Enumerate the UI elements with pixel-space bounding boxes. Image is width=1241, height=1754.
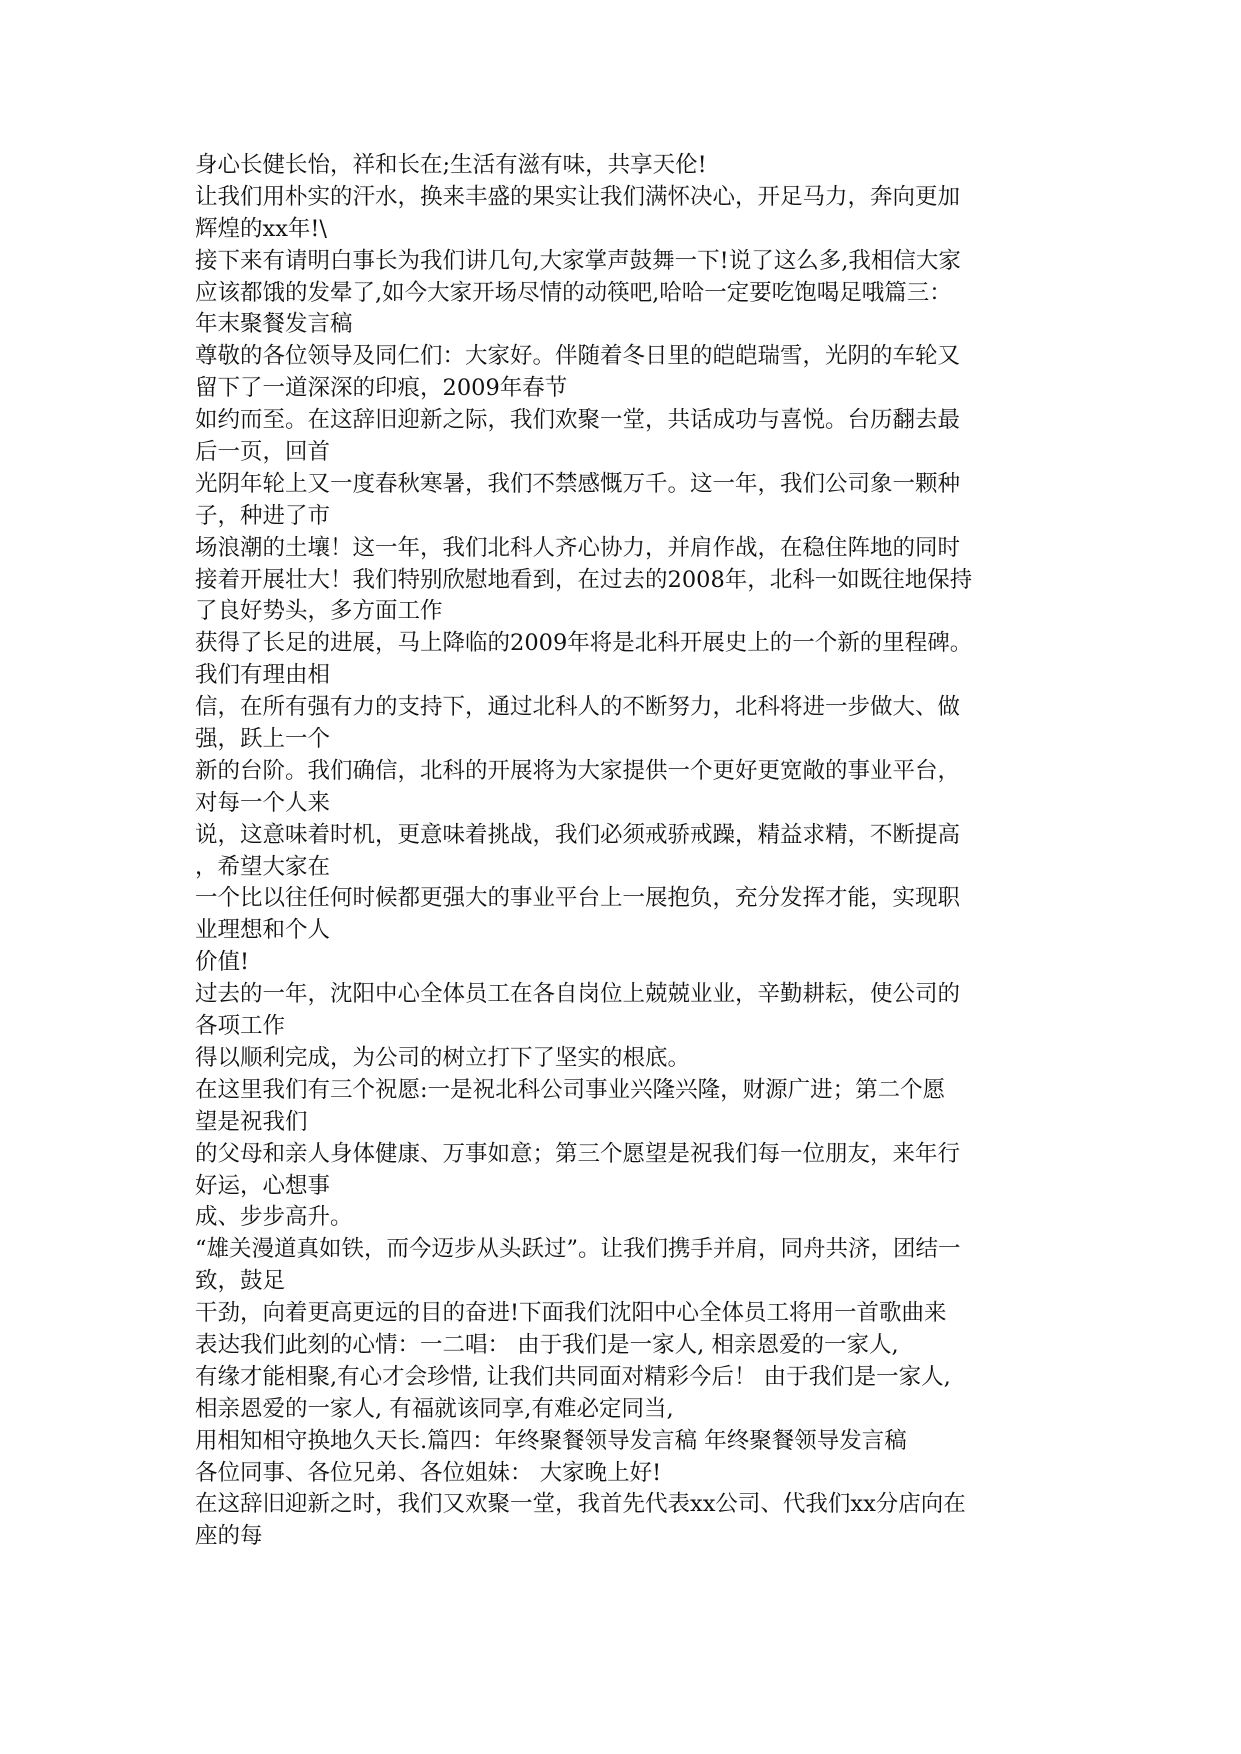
text-line: 接着开展壮大！我们特别欣慰地看到，在过去的2008年，北科一如既往地保持	[195, 566, 973, 593]
text-line: 后一页，回首	[195, 439, 331, 466]
text-line: 望是祝我们	[195, 1108, 308, 1135]
text-line: 子，种进了市	[195, 502, 331, 529]
text-line: ，希望大家在	[195, 853, 331, 880]
text-line: “雄关漫道真如铁，而今迈步从头跃过”。让我们携手并肩，同舟共济，团结一	[195, 1236, 961, 1263]
text-line: 价值!	[195, 949, 250, 976]
text-line: 应该都饿的发晕了,如今大家开场尽情的动筷吧,哈哈一定要吃饱喝足哦篇三：	[195, 279, 952, 306]
text-line: 表达我们此刻的心情：一二唱： 由于我们是一家人, 相亲恩爱的一家人,	[195, 1331, 899, 1358]
text-line: 好运，心想事	[195, 1172, 331, 1199]
text-line: 留下了一道深深的印痕，2009年春节	[195, 375, 568, 402]
text-line: 对每一个人来	[195, 789, 331, 816]
text-line: 过去的一年，沈阳中心全体员工在各自岗位上兢兢业业，辛勤耕耘，使公司的	[195, 981, 961, 1008]
text-line: 身心长健长怡，祥和长在;生活有滋有味，共享天伦!	[195, 152, 707, 178]
text-line: 各项工作	[195, 1013, 286, 1040]
text-line: 如约而至。在这辞旧迎新之际，我们欢聚一堂，共话成功与喜悦。台历翻去最	[195, 407, 961, 434]
text-line: 各位同事、各位兄弟、各位姐妹： 大家晚上好!	[195, 1459, 662, 1486]
text-line: 座的每	[195, 1523, 263, 1550]
text-line: 致，鼓足	[195, 1268, 286, 1295]
text-line: 有缘才能相聚,有心才会珍惜, 让我们共同面对精彩今后！ 由于我们是一家人,	[195, 1363, 951, 1390]
text-line: 成、步步高升。	[195, 1204, 353, 1231]
text-line: 让我们用朴实的汗水，换来丰盛的果实让我们满怀决心，开足马力，奔向更加	[195, 183, 961, 210]
text-line: 业理想和个人	[195, 917, 331, 944]
document-body	[195, 150, 1055, 1553]
text-line: 强，跃上一个	[195, 726, 331, 753]
text-line: 的父母和亲人身体健康、万事如意；第三个愿望是祝我们每一位朋友，来年行	[195, 1140, 961, 1167]
text-line: 一个比以往任何时候都更强大的事业平台上一展抱负，充分发挥才能，实现职	[195, 885, 961, 912]
text-line: 新的台阶。我们确信，北科的开展将为大家提供一个更好更宽敞的事业平台，	[195, 757, 961, 784]
section-heading-line: 年末聚餐发言稿	[195, 311, 353, 338]
text-line: 场浪潮的土壤！这一年，我们北科人齐心协力，并肩作战，在稳住阵地的同时	[195, 534, 961, 561]
text-line: 我们有理由相	[195, 662, 331, 689]
text-line: 相亲恩爱的一家人, 有福就该同享,有难必定同当,	[195, 1395, 674, 1422]
text-line: 接下来有请明白事长为我们讲几句,大家掌声鼓舞一下!说了这么多,我相信大家	[195, 247, 961, 274]
text-line: 辉煌的xx年!\	[195, 215, 328, 242]
text-line: 在这辞旧迎新之时，我们又欢聚一堂，我首先代表xx公司、代我们xx分店向在	[195, 1491, 966, 1518]
text-line: 得以顺利完成，为公司的树立打下了坚实的根底。	[195, 1044, 691, 1071]
text-line: 光阴年轮上又一度春秋寒暑，我们不禁感慨万千。这一年，我们公司象一颗种	[195, 470, 961, 497]
text-line: 用相知相守换地久天长.篇四：年终聚餐领导发言稿 年终聚餐领导发言稿	[195, 1427, 907, 1454]
text-line: 干劲，向着更高更远的目的奋进!下面我们沈阳中心全体员工将用一首歌曲来	[195, 1300, 947, 1327]
text-line: 说，这意味着时机，更意味着挑战，我们必须戒骄戒躁，精益求精，不断提高	[195, 821, 961, 848]
text-line: 了良好势头，多方面工作	[195, 598, 443, 625]
text-line: 信，在所有强有力的支持下，通过北科人的不断努力，北科将进一步做大、做	[195, 694, 961, 721]
text-line: 在这里我们有三个祝愿:一是祝北科公司事业兴隆兴隆，财源广进；第二个愿	[195, 1076, 946, 1103]
text-line: 尊敬的各位领导及同仁们：大家好。伴随着冬日里的皑皑瑞雪，光阴的车轮又	[195, 343, 961, 370]
text-line: 获得了长足的进展，马上降临的2009年将是北科开展史上的一个新的里程碑。	[195, 630, 973, 657]
